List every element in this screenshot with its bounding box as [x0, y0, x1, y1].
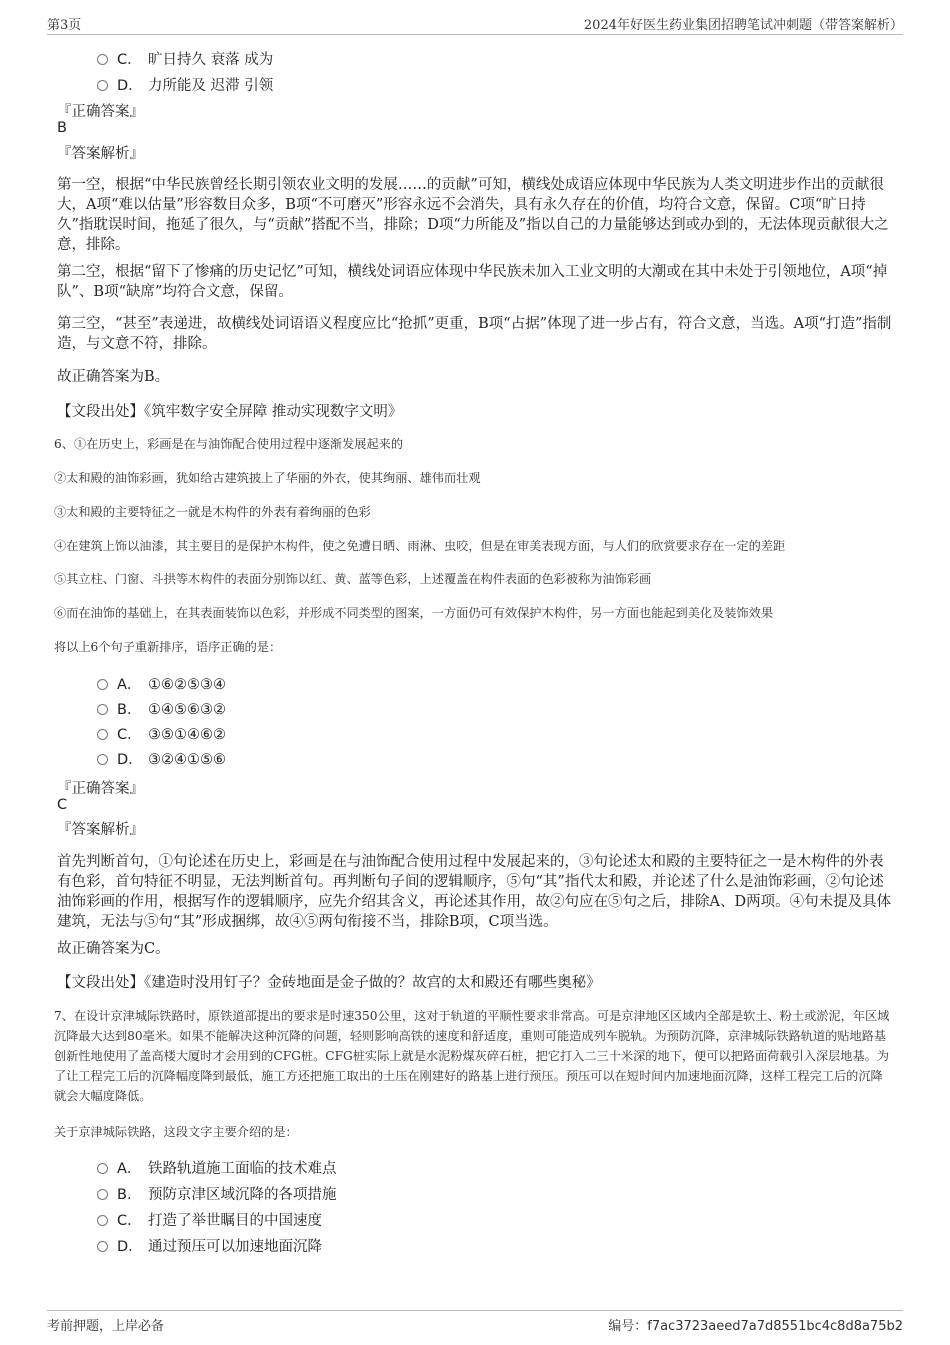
q7-prompt: 关于京津城际铁路，这段文字主要介绍的是：: [54, 1125, 298, 1139]
q6-option-d[interactable]: D． ③②④①⑤⑥: [97, 748, 226, 768]
q6-option-c[interactable]: C． ③⑤①④⑥②: [97, 723, 226, 743]
q6-analysis-label: 『答案解析』: [57, 822, 144, 838]
radio-icon[interactable]: [97, 1215, 108, 1226]
radio-icon[interactable]: [97, 54, 108, 65]
q5-option-c[interactable]: C． 旷日持久 衰落 成为: [97, 48, 273, 68]
q6-sentence-3: ③太和殿的主要特征之一就是木构件的外表有着绚丽的色彩: [54, 505, 371, 519]
q6-sentence-1: 6、①在历史上，彩画是在与油饰配合使用过程中逐渐发展起来的: [54, 437, 404, 451]
q5-answer-label: 『正确答案』: [57, 104, 144, 120]
q6-option-b[interactable]: B． ①④⑤⑥③②: [97, 698, 226, 718]
document-title: 2024年好医生药业集团招聘笔试冲刺题（带答案解析）: [583, 18, 903, 33]
document-id: 编号：f7ac3723aeed7a7d8551bc4c8d8a75b2: [608, 1319, 903, 1334]
q7-option-a[interactable]: A． 铁路轨道施工面临的技术难点: [97, 1157, 337, 1177]
q6-prompt: 将以上6个句子重新排序，语序正确的是：: [54, 640, 282, 654]
q5-answer-value: B: [57, 120, 67, 136]
q5-option-d[interactable]: D． 力所能及 迟滞 引领: [97, 74, 273, 94]
q5-analysis-label: 『答案解析』: [57, 146, 144, 162]
q7-option-c[interactable]: C． 打造了举世瞩目的中国速度: [97, 1209, 322, 1229]
q6-sentence-2: ②太和殿的油饰彩画，犹如给古建筑披上了华丽的外衣，使其绚丽、雄伟而壮观: [54, 471, 481, 485]
radio-icon[interactable]: [97, 1241, 108, 1252]
q6-sentence-6: ⑥而在油饰的基础上，在其表面装饰以色彩，并形成不同类型的图案，一方面仍可有效保护木构件，另一方面也能起到美化及装饰效果: [54, 606, 774, 620]
page-number: 第3页: [47, 18, 82, 33]
q5-analysis-conclusion: 故正确答案为B。: [57, 369, 170, 385]
q6-answer-label: 『正确答案』: [57, 781, 144, 797]
q7-option-b[interactable]: B． 预防京津区域沉降的各项措施: [97, 1183, 337, 1203]
q6-sentence-4: ④在建筑上饰以油漆，其主要目的是保护木构件，使之免遭日晒、雨淋、虫咬，但是在审美表现方面，与人们的欣赏要求存在一定的差距: [54, 539, 786, 553]
q6-sentence-5: ⑤其立柱、门窗、斗拱等木构件的表面分别饰以红、黄、蓝等色彩，上述覆盖在构件表面的色彩被称为油饰彩画: [54, 572, 652, 586]
q5-analysis-para-1: 第一空，根据“中华民族曾经长期引领农业文明的发展……的贡献”可知，横线处成语应体现中华民族为人类文明进步作出的贡献很大，A项“难以估量”形容数目众多，B项“不可磨灭”形容永远不会消失，具有永久存在的价值，均符合文意，保留。C项“旷日持久”指耽误时间，拖延了很久，与“贡献”搭配不当，排除；D项“力所能及”指以自己的力量能够达到或办到的，无法体现贡献很大之意，排除。: [57, 177, 889, 253]
q5-source: 【文段出处】《筑牢数字安全屏障 推动实现数字文明》: [57, 404, 403, 420]
page-footer: [47, 1310, 903, 1337]
q6-source: 【文段出处】《建造时没用钉子？金砖地面是金子做的？故宫的太和殿还有哪些奥秘》: [57, 975, 601, 991]
q6-analysis-conclusion: 故正确答案为C。: [57, 941, 170, 957]
q6-analysis-para-1: 首先判断首句，①句论述在历史上，彩画是在与油饰配合使用过程中发展起来的，③句论述太和殿的主要特征之一是木构件的外表有色彩，首句特征不明显，无法判断首句。再判断句子间的逻辑顺序，⑤句“其”指代太和殿，并论述了什么是油饰彩画，②句论述油饰彩画的作用，根据写作的逻辑顺序，应先介绍其含义，再论述其作用，故②句应在⑤句之后，排除A、D两项。④句未提及具体建筑，无法与⑤句“其”形成捆绑，故④⑤两句衔接不当，排除B项，C项当选。: [57, 854, 892, 930]
q6-option-a[interactable]: A． ①⑥②⑤③④: [97, 673, 226, 693]
radio-icon[interactable]: [97, 1189, 108, 1200]
radio-icon[interactable]: [97, 679, 108, 690]
footer-slogan: 考前押题，上岸必备: [47, 1319, 165, 1334]
q5-analysis-para-2: 第二空，根据“留下了惨痛的历史记忆”可知，横线处词语应体现中华民族未加入工业文明的大潮或在其中未处于引领地位，A项“掉队”、B项“缺席”均符合文意，保留。: [57, 264, 888, 300]
page-header: [47, 12, 903, 35]
radio-icon[interactable]: [97, 80, 108, 91]
radio-icon[interactable]: [97, 704, 108, 715]
q7-option-d[interactable]: D． 通过预压可以加速地面沉降: [97, 1235, 322, 1255]
q5-analysis-para-3: 第三空，“甚至”表递进，故横线处词语语义程度应比“抢抓”更重，B项“占据”体现了进一步占有，符合文意，当选。A项“打造”指制造，与文意不符，排除。: [57, 316, 892, 352]
q6-answer-value: C: [57, 797, 68, 813]
radio-icon[interactable]: [97, 754, 108, 765]
radio-icon[interactable]: [97, 1163, 108, 1174]
q7-stem: 7、在设计京津城际铁路时，原铁道部提出的要求是时速350公里，这对于轨道的平顺性要求非常高。可是京津地区区域内全部是软土、粉土或淤泥，年区域沉降最大达到80毫米。如果不能解决这种沉降的问题，轻则影响高铁的速度和舒适度，重则可能造成列车脱轨。为预防沉降，京津城际铁路轨道的贴地路基创新性地使用了盖高楼大厦时才会用到的CFG桩。CFG桩实际上就是水泥粉煤灰碎石桩，把它打入二三十米深的地下，便可以把路面荷载引入深层地基。为了让工程完工后的沉降幅度降到最低，施工方还把施工取出的土压在刚建好的路基上进行预压。预压可以在短时间内加速地面沉降，这样工程完工后的沉降就会大幅度降低。: [54, 1009, 890, 1103]
radio-icon[interactable]: [97, 729, 108, 740]
